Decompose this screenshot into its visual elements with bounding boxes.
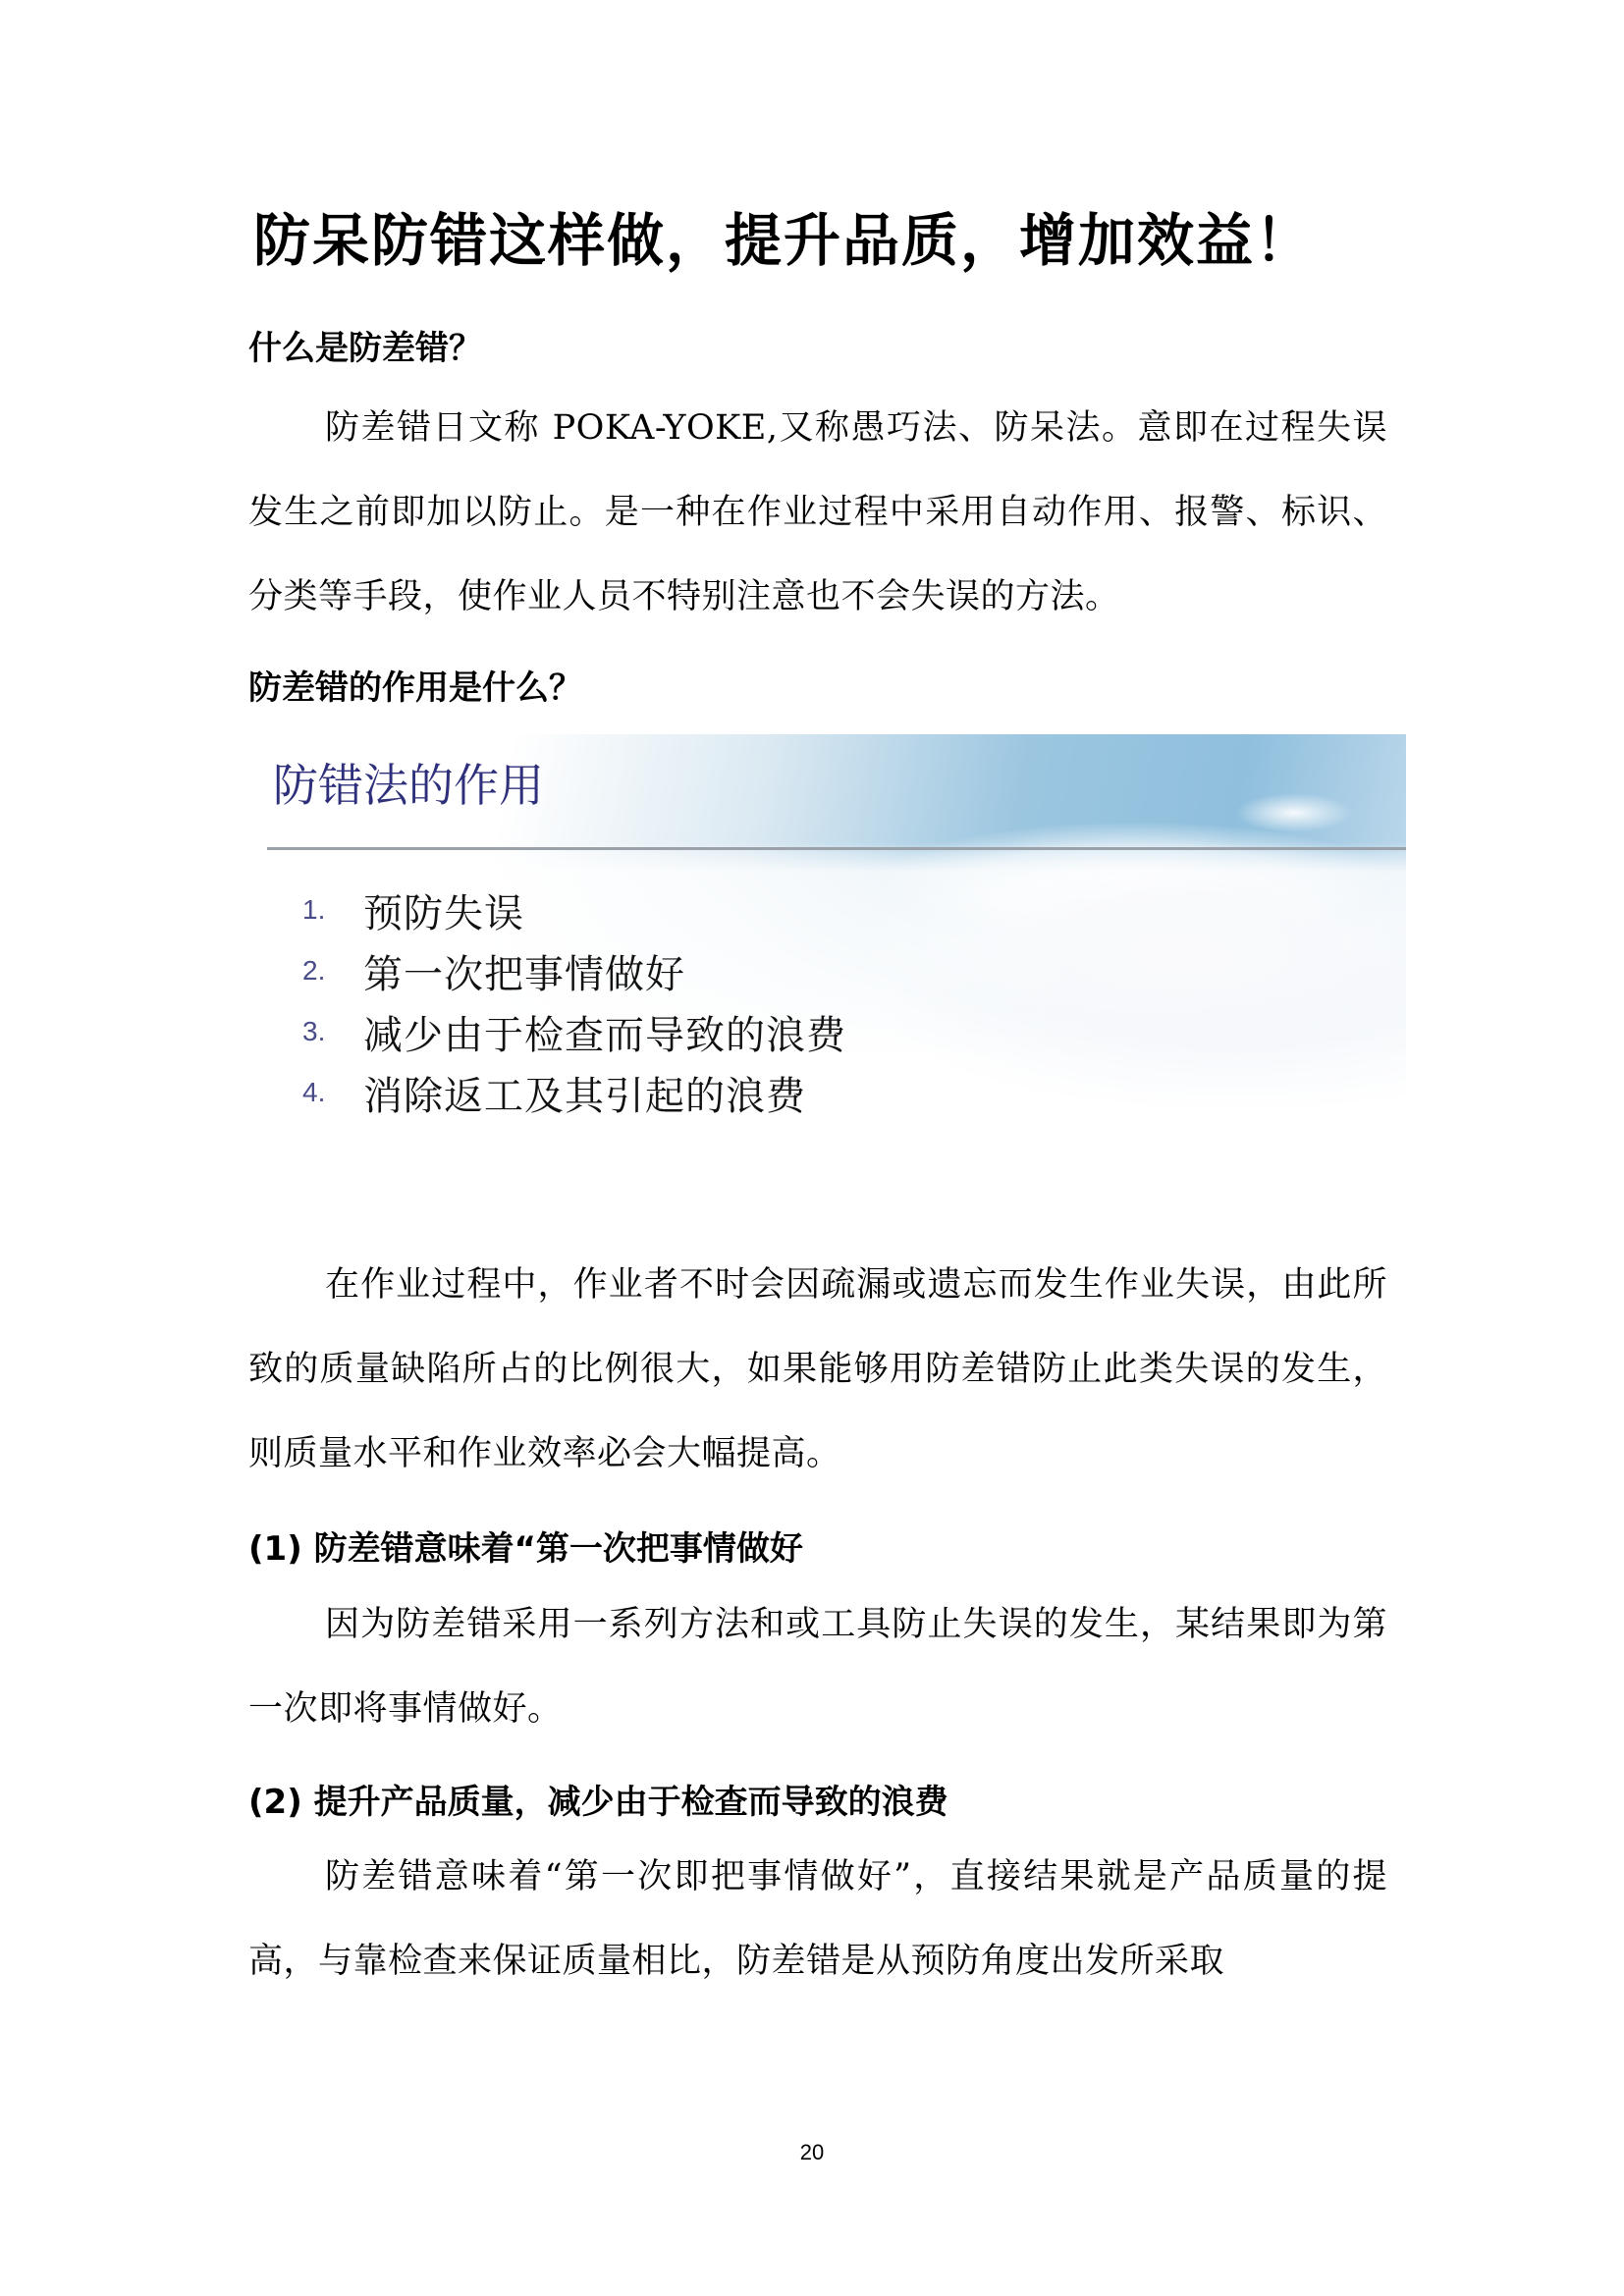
slide-list-item bbox=[302, 1001, 846, 1062]
purpose-slide-image bbox=[253, 734, 1406, 1166]
section-heading-what-is: 什么是防差错？ bbox=[248, 329, 482, 368]
list-number: 2. bbox=[302, 955, 326, 986]
list-number: 4. bbox=[302, 1077, 326, 1107]
list-text: 预防失误 bbox=[363, 890, 524, 936]
slide-list-item bbox=[302, 880, 846, 940]
paragraph-definition: 防差错日文称 POKA-YOKE,又称愚巧法、防呆法。意即在过程失误发生之前即加以防止。是一种在作业过程中采用自动作用、报警、标识、分类等手段，使作业人员不特别注意也不会失误的方法。 bbox=[248, 408, 1387, 616]
cloud-decoration bbox=[1235, 793, 1353, 832]
cloud-decoration bbox=[960, 862, 1406, 1058]
list-text: 消除返工及其引起的浪费 bbox=[363, 1073, 806, 1119]
list-number: 1. bbox=[302, 894, 326, 925]
list-number: 3. bbox=[302, 1016, 326, 1046]
point-heading-1: (1) 防差错意味着“第一次把事情做好 bbox=[248, 1529, 803, 1569]
list-text: 减少由于检查而导致的浪费 bbox=[363, 1012, 846, 1058]
page-number: 20 bbox=[799, 2140, 825, 2164]
slide-title: 防错法的作用 bbox=[273, 759, 544, 812]
point-paragraph-2: 防差错意味着“第一次即把事情做好”，直接结果就是产品质量的提高，与靠检查来保证质量相比，防差错是从预防角度出发所采取 bbox=[248, 1857, 1387, 1981]
point-paragraph-1: 因为防差错采用一系列方法和或工具防止失误的发生，某结果即为第一次即将事情做好。 bbox=[248, 1605, 1387, 1729]
slide-list-item bbox=[302, 1062, 846, 1123]
slide-title-divider bbox=[267, 847, 1406, 850]
list-text: 第一次把事情做好 bbox=[363, 951, 685, 997]
slide-list-item bbox=[302, 940, 846, 1001]
paragraph-after-figure: 在作业过程中，作业者不时会因疏漏或遗忘而发生作业失误，由此所致的质量缺陷所占的比例很大，如果能够用防差错防止此类失误的发生，则质量水平和作业效率必会大幅提高。 bbox=[248, 1265, 1387, 1473]
section-heading-purpose: 防差错的作用是什么？ bbox=[248, 668, 582, 708]
page-title: 防呆防错这样做，提升品质，增加效益！ bbox=[253, 207, 1315, 274]
point-heading-2: (2) 提升产品质量，减少由于检查而导致的浪费 bbox=[248, 1783, 948, 1822]
slide-list bbox=[302, 880, 846, 1123]
